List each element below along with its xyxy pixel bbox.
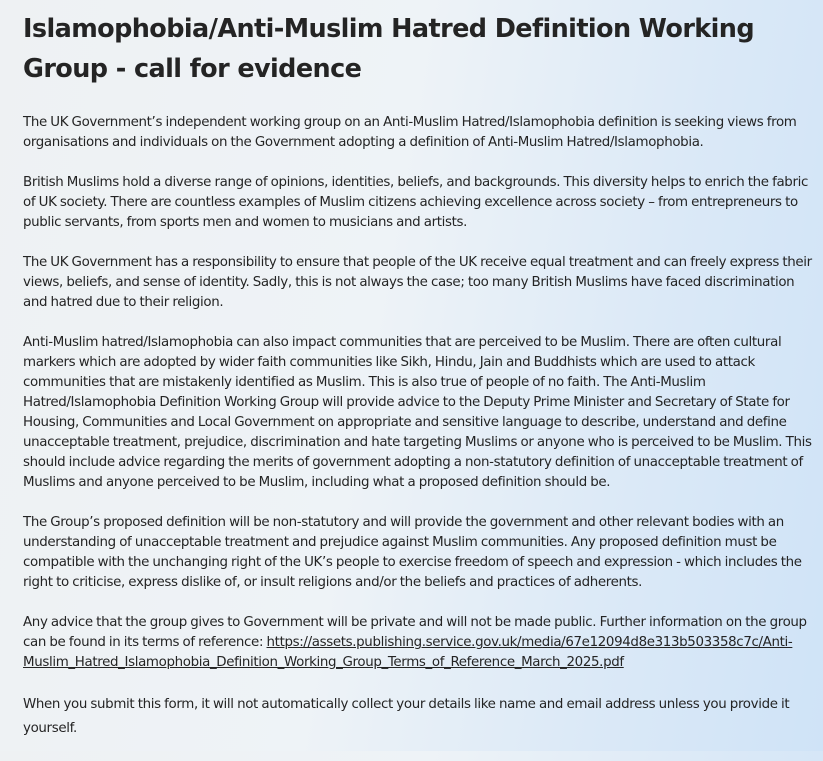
responsibility-paragraph: The UK Government has a responsibility to ensure that people of the UK receive equal treatment and can freely express their views, beliefs, and sense of identity. Sadly, this is not always the case; too many British Muslims have faced discrimination and hatred due to their religion. (23, 255, 812, 310)
diversity-paragraph: British Muslims hold a diverse range of opinions, identities, beliefs, and backgrounds. This diversity helps to enrich the fabric of UK society. There are countless examples of Muslim citizens achieving excellence across society – from entrepreneurs to public servants, from sports men and women to musicians and artists. (23, 175, 808, 230)
advice-paragraph (23, 613, 813, 673)
advice-text: Any advice that the group gives to Government will be private and will not be made public. Further information on the group can be found in its terms of reference: (23, 615, 807, 650)
form-title: Islamophobia/Anti-Muslim Hatred Definition Working Group - call for evidence (23, 14, 755, 84)
intro-paragraph: The UK Government’s independent working group on an Anti-Muslim Hatred/Islamophobia definition is seeking views from organisations and individuals on the Government adopting a definition of Anti-Muslim Hatred/Islamophobia. (23, 115, 797, 150)
definition-paragraph: The Group’s proposed definition will be non-statutory and will provide the government and other relevant bodies with an understanding of unacceptable treatment and prejudice against Muslim communities. Any proposed definition must be compatible with the unchanging right of the UK’s people to exercise freedom of speech and expression - which includes the right to criticise, express dislike of, or insult religions and/or the beliefs and practices of adherents. (23, 515, 802, 590)
terms-of-reference-link[interactable]: https://assets.publishing.service.gov.uk/media/67e12094d8e313b503358c7c/Anti-Muslim_Hatred_Islamophobia_Definition_Working_Group_Terms_of_Reference_March_2025.pdf (23, 635, 793, 670)
impact-paragraph: Anti-Muslim hatred/Islamophobia can also impact communities that are perceived to be Muslim. There are often cultural markers which are adopted by wider faith communities like Sikh, Hindu, Jain and Buddhists which are used to attack communities that are mistakenly identified as Muslim. This is also true of people of no faith. The Anti-Muslim Hatred/Islamophobia Definition Working Group will provide advice to the Deputy Prime Minister and Secretary of State for Housing, Communities and Local Government on appropriate and sensitive language to describe, understand and define unacceptable treatment, prejudice, discrimination and hate targeting Muslims or anyone who is perceived to be Muslim. This should include advice regarding the merits of government adopting a non-statutory definition of unacceptable treatment of Muslims and anyone perceived to be Muslim, including what a proposed definition should be. (23, 335, 812, 490)
submit-notice: When you submit this form, it will not automatically collect your details like name and email address unless you provide it yourself. (23, 697, 790, 736)
form-header (23, 0, 813, 761)
form-description (23, 113, 813, 741)
